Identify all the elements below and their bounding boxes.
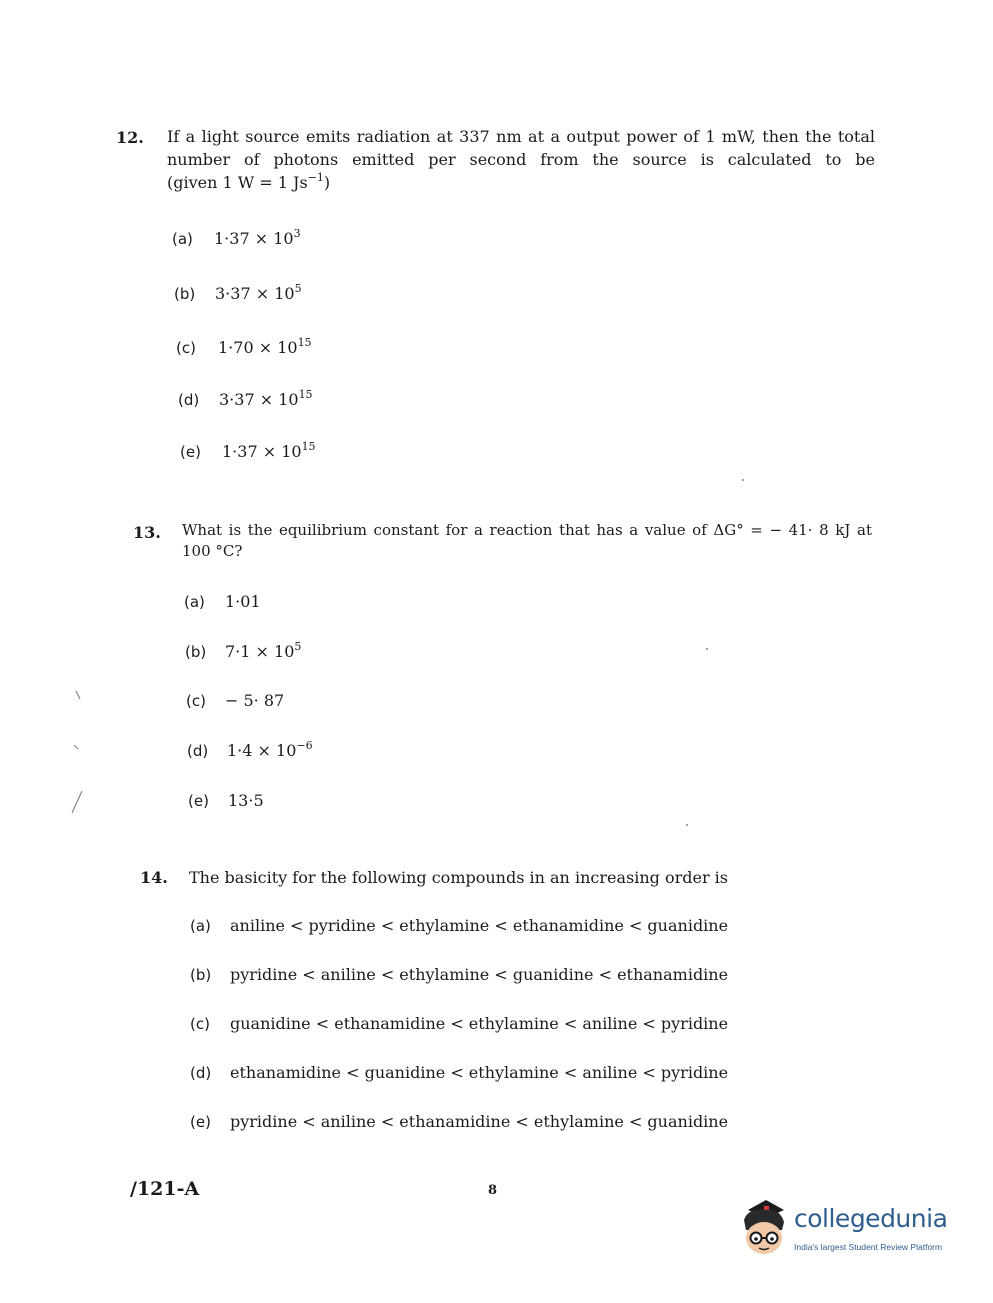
logo-wordmark: collegedunia	[794, 1204, 948, 1233]
option-exponent: 15	[297, 336, 312, 349]
option-exponent: 15	[298, 388, 313, 401]
option-label: (e)	[188, 792, 209, 810]
option-label: (c)	[176, 339, 196, 357]
option-value: 1·4 × 10	[227, 741, 297, 760]
option-label: (b)	[174, 285, 196, 303]
logo-tagline: India's largest Student Review Platform	[794, 1242, 943, 1252]
option-value: pyridine < aniline < ethanamidine < ethylamine < guanidine	[230, 1112, 729, 1131]
option-value: 1·37 × 10	[214, 229, 294, 248]
mascot-icon	[734, 1196, 794, 1260]
option-label: (a)	[172, 230, 193, 248]
page-number: 8	[488, 1183, 498, 1198]
collegedunia-logo	[734, 1196, 964, 1266]
q13-option-e[interactable]	[188, 791, 264, 810]
question-14-line-1: The basicity for the following compounds in an increasing order is	[189, 868, 728, 887]
option-label: (e)	[180, 443, 201, 461]
option-value: 1·01	[225, 592, 261, 611]
option-value: 7·1 × 10	[225, 642, 295, 661]
option-label: (c)	[186, 692, 206, 710]
paper-code: /121-A	[130, 1178, 200, 1200]
question-12-line-2: number of photons emitted per second from the source is calculated to be	[167, 150, 875, 169]
q14-option-a[interactable]	[190, 916, 728, 935]
option-label: (c)	[190, 1015, 210, 1033]
question-12-line-3-end: )	[323, 173, 331, 192]
option-label: (b)	[185, 643, 207, 661]
option-label: (d)	[190, 1064, 212, 1082]
option-value: pyridine < aniline < ethylamine < guanidine < ethanamidine	[230, 965, 729, 984]
q13-option-a[interactable]	[184, 592, 261, 611]
option-label: (a)	[190, 917, 211, 935]
option-exponent: 5	[294, 282, 302, 295]
q12-option-a[interactable]	[172, 229, 301, 248]
q13-option-c[interactable]	[186, 691, 284, 710]
option-value: 13·5	[228, 791, 264, 810]
option-value: ethanamidine < guanidine < ethylamine < aniline < pyridine	[230, 1063, 729, 1082]
option-label: (e)	[190, 1113, 211, 1131]
option-value: 1·37 × 10	[222, 442, 302, 461]
option-value: 1·70 × 10	[218, 338, 298, 357]
question-13-line-1: What is the equilibrium constant for a reaction that has a value of ΔG° = − 41· 8 kJ at	[182, 521, 872, 539]
option-exponent: −6	[296, 739, 313, 752]
question-12-line-3-text: (given 1 W = 1 Js	[167, 173, 308, 192]
question-14-text	[189, 866, 729, 889]
option-value: aniline < pyridine < ethylamine < ethanamidine < guanidine	[230, 916, 729, 935]
option-value: guanidine < ethanamidine < ethylamine < aniline < pyridine	[230, 1014, 729, 1033]
option-value: − 5· 87	[225, 691, 285, 710]
option-value: 3·37 × 10	[215, 284, 295, 303]
q12-option-b[interactable]	[174, 284, 302, 303]
q12-option-c[interactable]	[176, 338, 312, 357]
option-exponent: 3	[293, 227, 301, 240]
option-exponent: 15	[301, 440, 316, 453]
q14-option-d[interactable]	[190, 1063, 728, 1082]
question-12-line-3	[167, 171, 875, 194]
q13-option-d[interactable]	[187, 741, 313, 760]
q12-option-e[interactable]	[180, 442, 316, 461]
question-14-number: 14.	[140, 868, 168, 887]
option-label: (b)	[190, 966, 212, 984]
question-12-line-1: If a light source emits radiation at 337 nm at a output power of 1 mW, then the total	[167, 127, 875, 146]
question-13-text	[182, 520, 872, 562]
option-value: 3·37 × 10	[219, 390, 299, 409]
option-label: (d)	[187, 742, 209, 760]
question-12-text	[167, 125, 875, 194]
question-12-number: 12.	[116, 128, 144, 147]
question-12-unit-exponent: −1	[307, 171, 324, 184]
q14-option-c[interactable]	[190, 1014, 728, 1033]
pencil-mark-icon	[62, 685, 102, 825]
option-label: (a)	[184, 593, 205, 611]
option-label: (d)	[178, 391, 200, 409]
option-exponent: 5	[294, 640, 302, 653]
question-13-number: 13.	[133, 523, 161, 542]
question-13-line-2: 100 °C?	[182, 542, 243, 560]
q13-option-b[interactable]	[185, 642, 301, 661]
q12-option-d[interactable]	[178, 390, 313, 409]
q14-option-b[interactable]	[190, 965, 728, 984]
q14-option-e[interactable]	[190, 1112, 728, 1131]
